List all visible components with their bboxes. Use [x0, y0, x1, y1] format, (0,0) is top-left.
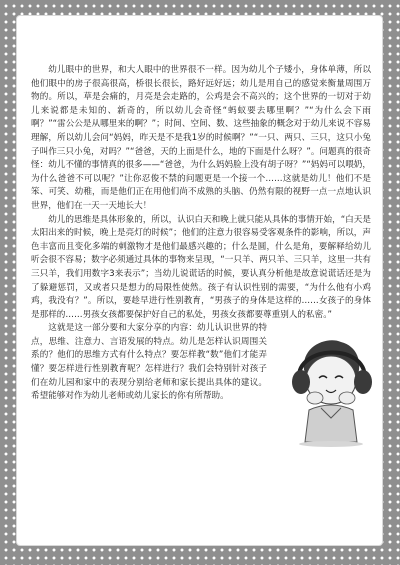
paragraph-3: 这就是这一部分要和大家分享的内容：幼儿认识世界的特点，思维、注意力、言语发展的特点。幼儿是怎样认识周围关系的？他们的思维方式有什么特点？要怎样教“数”他们才能弄懂？要怎样进行性别教育呢？怎样进行？我们会特别针对孩子们在幼儿园和家中的表现分别给老师和家长提出具体的建议。希望能够对作为幼儿老师或幼儿家长的你有所帮助。: [31, 323, 267, 402]
content-card: [17, 16, 382, 545]
paragraph-2: 幼儿的思维是具体形象的，所以，认识白天和晚上就只能从具体的事情开始，“白天是太阳出来的时候，晚上是亮灯的时候”；他们的注意力很容易受客观条件的影响，所以，声色丰富而且变化多端的刺激物才是他们最感兴趣的；什么是圆，什么是角，要解释给幼儿听会很不容易；数字必须通过具体的事物来呈现，“一只羊、两只羊、三只羊，这里一共有三只羊，我们用数字3来表示”；当幼儿说谎话的时候，要认真分析他是故意说谎话还是为了躲避惩罚，又或者只是想力的局限性使然。孩子有认识性别的需要，“为什么他有小鸡鸡，我没有？”。所以，要趁早进行性别教育，“男孩子的身体是这样的……女孩子的身体是那样的……男孩女孩都要保护好自己的私处，男孩女孩都要尊重别人的私密。”: [31, 214, 371, 320]
child-headphones-icon: [279, 328, 379, 448]
paragraph-1: 幼儿眼中的世界，和大人眼中的世界很不一样。因为幼儿个子矮小，身体单薄，所以他们眼中的房子很高很高，桥很长很长，路好远好远；幼儿是用自己的感觉来衡量周围万物的。所以，草是会痛的，月亮是会走路的，公鸡是会不高兴的；这个世界的一切对于幼儿来说都是未知的、新奇的，所以幼儿会奇怪“蚂蚁要去哪里啊？”“为什么会下雨啊？”“雷公公是从哪里来的啊？”；时间、空间、数、这些抽象的概念对于幼儿来说不容易理解，所以幼儿会问“妈妈，昨天是不是我1岁的时候啊？”“一只、两只、三只，这只小兔子叫作三只小兔，对吗？”“爸爸，天的上面是什么，地的下面是什么呀？”。问题真的很奇怪：幼儿不懂的事情真的很多——“爸爸，为什么妈妈脸上没有胡子呀？”“妈妈可以喂奶，为什么爸爸不可以呢？”让你忍俊不禁的问题更是一个接一个……这就是幼儿！他们不是笨、可笑、幼稚，而是他们正在用他们尚不成熟的头脑、仍然有限的视野一点一点地认识世界，他们在一天一天地长大！: [31, 65, 371, 211]
child-with-headphones-illustration: [279, 328, 379, 448]
